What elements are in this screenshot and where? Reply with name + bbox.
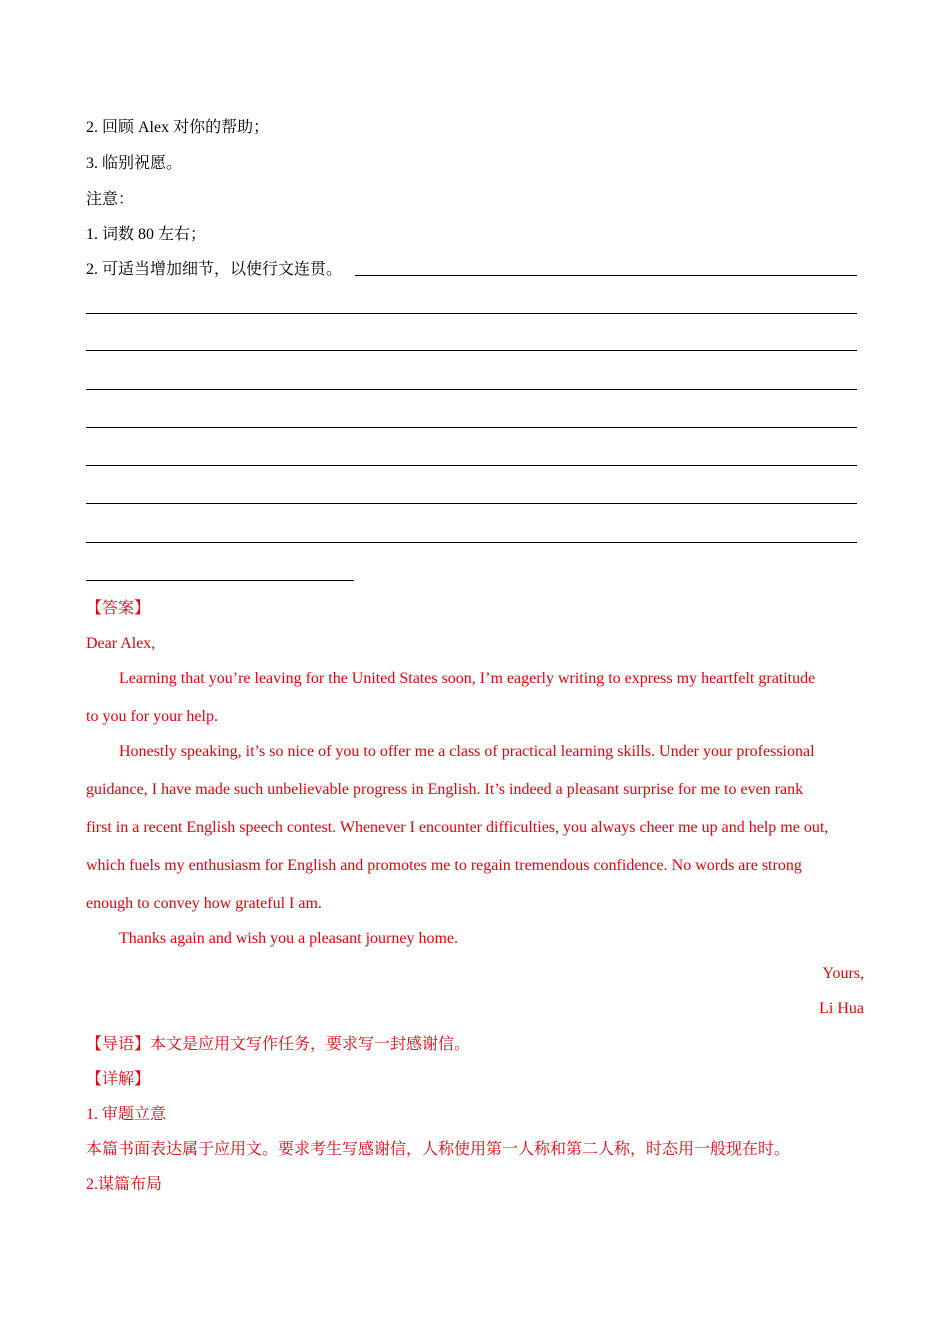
paragraph-2-line: enough to convey how grateful I am. — [86, 895, 322, 912]
answer-line — [86, 465, 857, 466]
signature: Li Hua — [819, 1000, 864, 1017]
paragraph-2-line: which fuels my enthusiasm for English and promotes me to regain tremendous confidence. No words are strong — [86, 857, 802, 874]
requirement-3: 3. 临别祝愿。 — [86, 155, 183, 172]
explain-item-1-title: 1. 审题立意 — [86, 1106, 167, 1123]
explain-label: 【详解】 — [86, 1071, 151, 1088]
closing: Yours, — [822, 965, 864, 982]
answer-line — [355, 275, 857, 276]
guide-text: 【导语】本文是应用文写作任务，要求写一封感谢信。 — [86, 1036, 471, 1053]
explain-item-1-text: 本篇书面表达属于应用文。要求考生写感谢信，人称使用第一人称和第二人称，时态用一般现在时。 — [86, 1141, 791, 1158]
answer-line — [86, 350, 857, 351]
paragraph-2-line: Honestly speaking, it’s so nice of you to offer me a class of practical learning skills. Under your professional — [119, 743, 815, 760]
paragraph-3: Thanks again and wish you a pleasant journey home. — [119, 930, 459, 947]
answer-line — [86, 389, 857, 390]
note-1: 1. 词数 80 左右； — [86, 226, 207, 243]
paragraph-2-line: guidance, I have made such unbelievable progress in English. It’s indeed a pleasant surprise for me to even rank — [86, 781, 804, 798]
answer-label: 【答案】 — [86, 600, 151, 617]
paragraph-2-line: first in a recent English speech contest. Whenever I encounter difficulties, you always cheer me up and help me out, — [86, 819, 829, 836]
answer-line — [86, 313, 857, 314]
answer-line — [86, 542, 857, 543]
answer-line — [86, 503, 857, 504]
answer-line — [86, 580, 354, 581]
note-2: 2. 可适当增加细节，以使行文连贯。 — [86, 261, 343, 278]
explain-item-2-title: 2.谋篇布局 — [86, 1176, 163, 1193]
notes-heading: 注意： — [86, 191, 135, 208]
salutation: Dear Alex, — [86, 635, 156, 652]
answer-line — [86, 427, 857, 428]
paragraph-1-line: Learning that you’re leaving for the United States soon, I’m eagerly writing to express my heartfelt gratitude — [119, 670, 816, 687]
paragraph-1-line: to you for your help. — [86, 708, 218, 725]
requirement-2: 2. 回顾 Alex 对你的帮助； — [86, 119, 270, 136]
